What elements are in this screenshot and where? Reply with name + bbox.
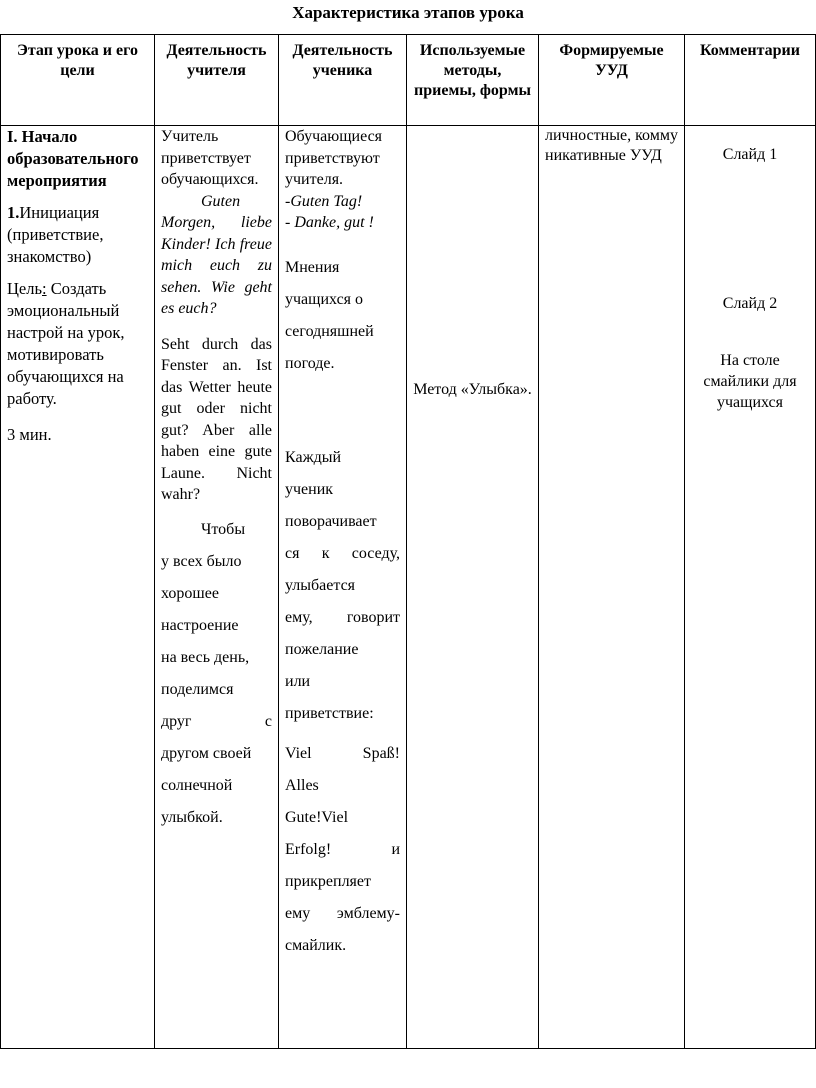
teacher-weather: Seht durch das Fenster an. Ist das Wetter heute gut oder nicht gut? Aber alle haben eine gute Laune. Nicht wahr? xyxy=(161,335,272,503)
comment-note: На столе смайлики для учащихся xyxy=(703,352,797,411)
table-row xyxy=(1,126,816,1049)
header-comments: Комментарии xyxy=(685,35,816,126)
header-stage: Этап урока и его цели xyxy=(1,35,155,126)
student-reply-2: - Danke, gut ! xyxy=(285,214,374,231)
teacher-smile-text: Чтобы у всех было хорошее настроение на весь день, поделимся друг с другом своей солнечной улыбкой. xyxy=(161,520,272,826)
stage-step: 1.Инициация (приветствие, знакомство) xyxy=(7,203,104,266)
student-actions: Каждый ученик поворачивает ся к соседу, улыбается ему, говорит пожелание или приветствие: xyxy=(285,448,400,722)
teacher-greeting: Guten Morgen, liebe Kinder! Ich freue mich euch zu sehen. Wie geht es euch? xyxy=(161,192,272,317)
page-title: Характеристика этапов урока xyxy=(292,3,524,22)
student-wishes: Viel Spaß! Alles Gute!Viel Erfolg! и прикрепляет ему эмблему- смайлик. xyxy=(285,744,400,954)
table-header-row xyxy=(1,35,816,126)
uud-text: личностные, коммуникативные УУД xyxy=(545,127,678,164)
cell-student xyxy=(279,126,407,1049)
stage-time: 3 мин. xyxy=(7,425,52,444)
header-methods: Используемые методы, приемы, формы xyxy=(407,35,539,126)
teacher-intro: Учитель приветствует обучающихся. xyxy=(161,128,259,188)
cell-uud xyxy=(539,126,685,1049)
student-reply-1: -Guten Tag! xyxy=(285,192,363,210)
comment-slide-2: Слайд 2 xyxy=(722,295,778,312)
header-teacher: Деятельность учителя xyxy=(155,35,279,126)
method-text: Метод «Улыбка». xyxy=(413,381,532,398)
stage-goal: Цель: Создать эмоциональный настрой на урок, мотивировать обучающихся на работу. xyxy=(7,279,125,408)
cell-stage xyxy=(1,126,155,1049)
header-student: Деятельность ученика xyxy=(279,35,407,126)
comment-slide-1: Слайд 1 xyxy=(722,146,778,163)
lesson-stages-table xyxy=(0,34,816,1049)
student-opinions: Мнения учащихся о сегодняшней погоде. xyxy=(285,258,374,372)
stage-title: I. Начало образовательного мероприятия xyxy=(7,127,139,190)
cell-methods xyxy=(407,126,539,1049)
cell-comments xyxy=(685,126,816,1049)
cell-teacher xyxy=(155,126,279,1049)
student-intro: Обучающиеся приветствуют учителя. xyxy=(285,128,383,188)
header-uud: Формируемые УУД xyxy=(539,35,685,126)
